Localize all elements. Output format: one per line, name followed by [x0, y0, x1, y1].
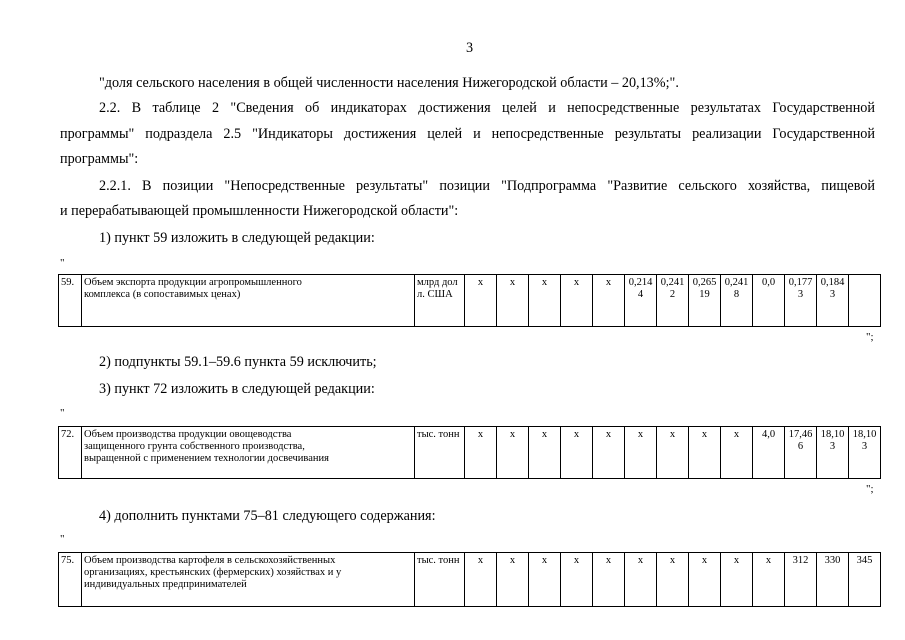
value-cell: х — [593, 275, 625, 327]
unit-cell: тыс. тонн — [415, 427, 465, 479]
value-cell — [849, 275, 881, 327]
indicator-name — [82, 275, 415, 327]
row-number: 72. — [59, 427, 82, 479]
unit-cell: млрд долл. США — [415, 275, 465, 327]
value-cell: 17,466 — [785, 427, 817, 479]
value-cell: х — [689, 553, 721, 607]
value-cell: х — [689, 427, 721, 479]
table-row-59 — [58, 274, 881, 327]
table-row-72 — [58, 426, 881, 479]
indicator-name-line1: Объем экспорта продукции агропромышленного — [84, 277, 302, 288]
value-cell: х — [721, 427, 753, 479]
value-cell: 0,2144 — [625, 275, 657, 327]
value-cell: х — [529, 275, 561, 327]
value-cell: 18,103 — [849, 427, 881, 479]
value-cell: х — [529, 553, 561, 607]
paragraph-2-2-line1: 2.2. В таблице 2 "Сведения об индикаторах достижения целей и непосредственные результатах Государственной — [99, 100, 875, 116]
item-3: 3) пункт 72 изложить в следующей редакции: — [99, 381, 375, 397]
indicator-name-line2: защищенного грунта собственного производства, — [84, 441, 305, 452]
value-cell: 312 — [785, 553, 817, 607]
item-4: 4) дополнить пунктами 75–81 следующего содержания: — [99, 508, 436, 524]
value-cell: х — [625, 427, 657, 479]
value-cell: 345 — [849, 553, 881, 607]
indicator-name-line1: Объем производства картофеля в сельскохозяйственных — [84, 555, 336, 566]
value-cell: х — [657, 553, 689, 607]
value-cell: 0,1843 — [817, 275, 849, 327]
paragraph-2-2-1-line2: и перерабатывающей промышленности Нижегородской области": — [60, 203, 459, 219]
item-2: 2) подпункты 59.1–59.6 пункта 59 исключить; — [99, 354, 377, 370]
open-quote: " — [60, 257, 65, 269]
paragraph-2-2-1-line1: 2.2.1. В позиции "Непосредственные результаты" позиции "Подпрограмма "Развитие сельского хозяйства, пищевой — [99, 178, 875, 194]
value-cell: х — [593, 553, 625, 607]
value-cell: 18,103 — [817, 427, 849, 479]
item-1: 1) пункт 59 изложить в следующей редакции: — [99, 230, 375, 246]
value-cell: 0,2412 — [657, 275, 689, 327]
unit-cell: тыс. тонн — [415, 553, 465, 607]
value-cell: х — [625, 553, 657, 607]
close-quote: "; — [866, 331, 874, 343]
indicator-name-line3: индивидуальных предпринимателей — [84, 579, 247, 590]
table-row-75 — [58, 552, 881, 607]
value-cell: х — [561, 427, 593, 479]
indicator-name — [82, 553, 415, 607]
row-number: 75. — [59, 553, 82, 607]
value-cell: х — [753, 553, 785, 607]
paragraph-rural-share: "доля сельского населения в общей численности населения Нижегородской области – 20,13%;". — [99, 75, 679, 91]
value-cell: х — [465, 427, 497, 479]
value-cell: х — [497, 427, 529, 479]
value-cell: х — [497, 275, 529, 327]
value-cell: х — [465, 275, 497, 327]
page-number: 3 — [466, 40, 474, 56]
value-cell: х — [657, 427, 689, 479]
value-cell: х — [721, 553, 753, 607]
value-cell: 0,2418 — [721, 275, 753, 327]
value-cell: х — [529, 427, 561, 479]
row-number: 59. — [59, 275, 82, 327]
value-cell: х — [561, 275, 593, 327]
open-quote: " — [60, 533, 65, 545]
indicator-name-line2: организациях, крестьянских (фермерских) хозяйствах и у — [84, 567, 342, 578]
indicator-name-line3: выращенной с применением технологии досвечивания — [84, 453, 329, 464]
paragraph-2-2-line3: программы": — [60, 151, 139, 167]
paragraph-2-2-line2: программы" подраздела 2.5 "Индикаторы достижения целей и непосредственные результаты реализации Государственной — [60, 126, 875, 142]
value-cell: 330 — [817, 553, 849, 607]
open-quote: " — [60, 407, 65, 419]
value-cell: х — [561, 553, 593, 607]
indicator-name — [82, 427, 415, 479]
value-cell: х — [497, 553, 529, 607]
value-cell: 0,1773 — [785, 275, 817, 327]
value-cell: 0,26519 — [689, 275, 721, 327]
value-cell: 4,0 — [753, 427, 785, 479]
indicator-name-line1: Объем производства продукции овощеводства — [84, 429, 292, 440]
indicator-name-line2: комплекса (в сопоставимых ценах) — [84, 289, 241, 300]
value-cell: х — [593, 427, 625, 479]
close-quote: "; — [866, 483, 874, 495]
value-cell: 0,0 — [753, 275, 785, 327]
value-cell: х — [465, 553, 497, 607]
